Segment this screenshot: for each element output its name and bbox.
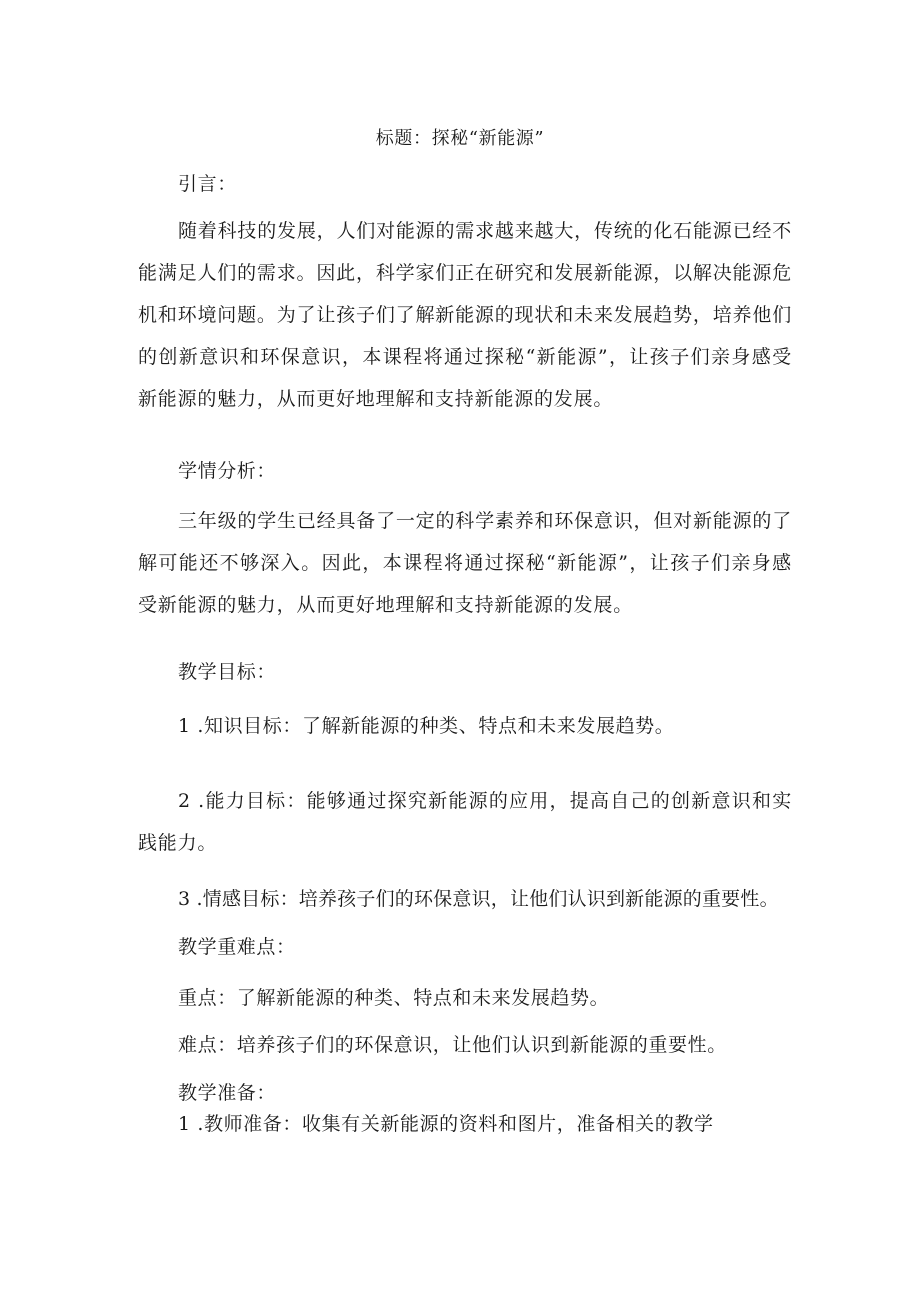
intro-heading: 引言： bbox=[178, 173, 237, 195]
key-point: 重点：了解新能源的种类、特点和未来发展趋势。 bbox=[178, 987, 610, 1009]
preparation-teacher: 1 .教师准备：收集有关新能源的资料和图片，准备相关的教学 bbox=[178, 1113, 714, 1135]
objective-emotion: 3 .情感目标：培养孩子们的环保意识，让他们认识到新能源的重要性。 bbox=[178, 888, 779, 910]
preparation-heading: 教学准备： bbox=[178, 1082, 277, 1104]
analysis-paragraph: 三年级的学生已经具备了一定的科学素养和环保意识，但对新能源的了解可能还不够深入。因此，本课程将通过探秘“新能源”，让孩子们亲身感受新能源的魅力，从而更好地理解和支持新能源的发展。 bbox=[138, 510, 792, 616]
document-title: 标题：探秘“新能源” bbox=[375, 128, 545, 149]
keypoints-heading: 教学重难点： bbox=[178, 936, 296, 958]
objectives-heading: 教学目标： bbox=[178, 661, 277, 683]
objective-knowledge: 1 .知识目标：了解新能源的种类、特点和未来发展趋势。 bbox=[178, 715, 675, 737]
difficult-point: 难点：培养孩子们的环保意识，让他们认识到新能源的重要性。 bbox=[178, 1034, 727, 1056]
objective-ability: 2 .能力目标：能够通过探究新能源的应用，提高自己的创新意识和实践能力。 bbox=[138, 790, 792, 854]
intro-paragraph: 随着科技的发展，人们对能源的需求越来越大，传统的化石能源已经不能满足人们的需求。因此，科学家们正在研究和发展新能源，以解决能源危机和环境问题。为了让孩子们了解新能源的现状和未来发展趋势，培养他们的创新意识和环保意识，本课程将通过探秘“新能源”，让孩子们亲身感受新能源的魅力，从而更好地理解和支持新能源的发展。 bbox=[138, 220, 792, 410]
analysis-heading: 学情分析： bbox=[178, 460, 277, 482]
